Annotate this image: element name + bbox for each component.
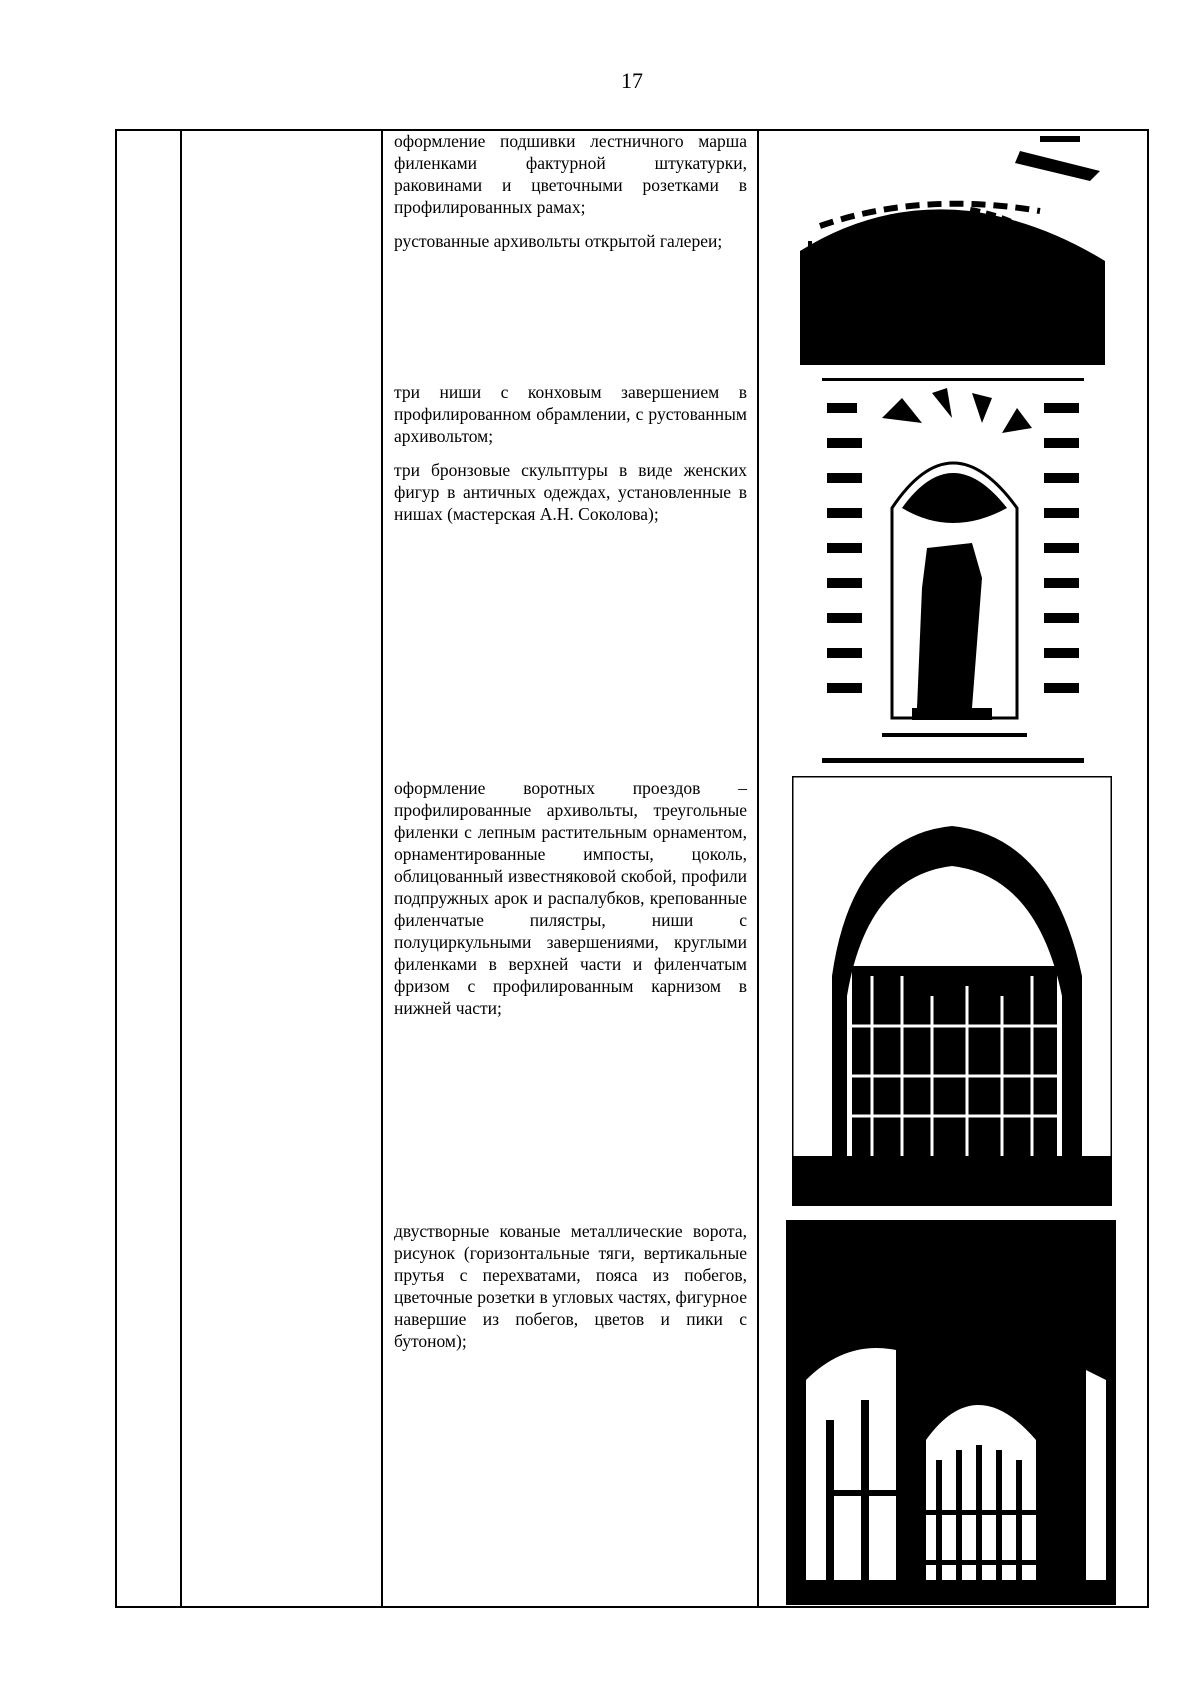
table-row	[394, 130, 747, 252]
forged-gates-photo	[786, 1220, 1116, 1605]
row-paragraph: три бронзовые скульптуры в виде женских фигур в античных одеждах, установленные в нишах (мастерская А.Н. Соколова);	[394, 460, 747, 524]
table-row	[394, 1220, 747, 1352]
table-row	[394, 381, 747, 525]
row-paragraph: оформление подшивки лестничного марша филенками фактурной штукатурки, раковинами и цветочными розетками в профилированных рамах;	[394, 131, 747, 217]
page-number: 17	[621, 68, 643, 93]
gateway-arch-photo	[792, 776, 1112, 1206]
row-paragraph: двустворные кованые металлические ворота, рисунок (горизонтальные тяги, вертикальные прутья с перехватами, пояса из побегов, цветочные розетки в угловых частях, фигурное навершие из побегов, цветов и пики с бутоном);	[394, 1221, 747, 1351]
table-row	[394, 777, 747, 1019]
arch-vault-photo	[800, 131, 1105, 365]
row-paragraph: три ниши с конховым завершением в профилированном обрамлении, с рустованным архивольтом;	[394, 382, 747, 446]
niche-statue-photo	[822, 378, 1084, 763]
row-paragraph: рустованные архивольты открытой галереи;	[394, 231, 723, 251]
row-paragraph: оформление воротных проездов – профилированные архивольты, треугольные филенки с лепным растительным орнаментом, орнаментированные импосты, цоколь, облицованный известняковой скобой, профили подпружных арок и распалубков, крепованные филенчатые пилястры, ниши с полуциркульными завершениями, круглыми филенками в верхней части и филенчатым фризом с профилированным карнизом в нижней части;	[394, 778, 747, 1018]
